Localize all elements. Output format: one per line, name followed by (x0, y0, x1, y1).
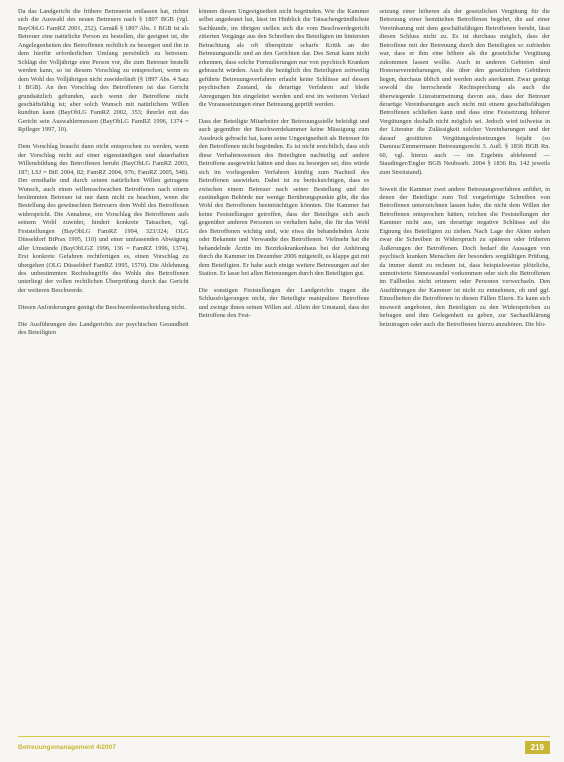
text-column-1 (18, 8, 189, 736)
paragraph: Die sonstigen Feststellungen der Landgerichts tragen die Schlussfolgerungen nicht, der Beteiligte manipuliere Betroffene und zwinge ihnen seinen Willen auf. Allein der Umstand, dass der Betroffene den Fest- (198, 286, 370, 320)
document-page (18, 8, 550, 736)
text-column-3 (379, 8, 550, 736)
page-number: 219 (525, 741, 550, 754)
paragraph: Dem Vorschlag braucht dann nicht entsprochen zu werden, wenn der Vorschlag nicht auf einer eigenständigen und dauerhaften Willensbildung des Betroffenen beruht (BayObLG FamRZ 2003, 187; LSJ = BtE 2004, 82; FamRZ 2004, 976; FamRZ 2005, 548). Der ernsthafte und durch seinen natürlichen Willen getragene Wunsch, auch einen willensschwachen Betroffenen nach einem bestimmten Betreuer ist nur dann nicht zu beachten, wenn die Bestellung des gewünschten Betreuers dem Wohl des Betroffenen widerspricht. Die Annahme, ein Vorschlag des Betroffenen aufs seinem Wohl zuwider, hindert konkrete Tatsachen, vgl. Feststellungen (BayObLG FamRZ 1994, 323/324; OLG Düsseldorf BtPrax 1995, 110) und einer umfassenden Abwägung aller Umstände (BayObLGZ 1996, 136 = FamRZ 1996, 1374). Erst konkrete Gefahren rechtfertigen es, einen Vorschlag zu übergehen (OLG Düsseldorf FamRZ 1995, 1570). Die Ablehnung des unbestimmten Rechtsbegriffs des Wohls des Betroffenen unterliegt der vollen rechtlichen Überprüfung durch das Gericht der weiteren Beschwerde. (18, 143, 189, 294)
page-footer (18, 736, 550, 757)
paragraph: Da das Landgericht die frühere Betreuerin entlassen hat, richtet sich die Auswahl des neuen Betreuers nach § 1897 BGB (vgl. BayObLG FamRZ 2001, 252). Gemäß § 1897 Abs. 1 BGB ist als Betreuer eine natürliche Person zu bestellen, die geeignet ist, die Angelegenheiten des Betroffenen rechtlich zu besorgen und ihn in dem hierfür erforderlichen Umfang persönlich zu betreuen. Schlägt der Volljährige eine Person vor, die zum Betreuer bestellt werden kann, so ist diesem Vorschlag zu entsprechen, wenn es dem Wohl des Volljährigen nicht zuwiderläuft (§ 1897 Abs. 4 Satz 1 BGB). An den Vorschlag des Betroffenen ist das Gericht grundsätzlich gebunden, auch wenn der Betroffene nicht geschäftsfähig ist; aber solch Wunsch mit natürlichem Willen kundtun kann (BayObLG FamRZ 2002, 353; ihrerlei mit das Gericht sein Auswahlermessen (BayObLG FamRZ 1996, 1374 = Rpfleger 1997, 10). (18, 8, 189, 134)
paragraph: setzung einer höheren als der gesetzlichen Vergütung für die Betreuung einer bemittelten Betroffenen begehrt, die auf einer Vereinbarung mit dem geschäftsfähigen Betroffenen beruht, lässt diesen Schluss nicht zu. Es ist durchaus möglich, dass der Betroffene mit der Betreuung durch den Beteiligten so zufrieden war, dass er ihm eine höhere als die gesetzliche Vergütung zukommen lassen wollte. Auch in anderen Gebieten sind Honorarvereinbarungen, die über den gesetzlichen Gebühren liegen, durchaus üblich und werden auch anerkannt. Zwar genügt sowohl die herrschende Rechtsprechung als auch die überwiegende Literaturmeinung davon aus, dass der Betreuer derartige Vereinbarungen auch nicht mit einem geschäftsfähigen Betroffenen schließen kann und dass eine Festsetzung höherer Vergütungen deshalb nicht möglich sei. Jedoch wird teilweise in der Literatur die Zulässigkeit solcher Vereinbarungen und der darauf gestützten Vergütungsfestsetzungen bejaht (so Damrau/Zimmermann Betreuungsrecht 3. Aufl. § 1836 BGB Rn. 60, vgl. hierzu auch — im Ergebnis ablehnend — Staudinger/Engler BGB Neubearb. 2004 § 1836 Rn. 142 jeweils zum Streitstand). (379, 8, 551, 176)
journal-name: Betreuungsmanagement 4/2007 (18, 743, 116, 751)
paragraph: Diesen Anforderungen genügt die Beschwerdeentscheidung nicht. (18, 303, 186, 311)
paragraph: Die Ausführungen des Landgerichts zur psychischen Gesundheit des Beteiligten (18, 320, 189, 337)
text-column-2 (199, 8, 370, 736)
paragraph: Dass der Beteiligte Mitarbeiter der Betreuungsstelle beleidigt und auch gegenüber der Beschwerdekammer keine Mässigung zum Ausdruck gebracht hat, kann seine Ungeeignetheit als Betreuer für den Betroffenen nicht begründen. Es ist nicht ersichtlich, dass sich diese Verhaltensweisen des Beteiligten nachteilig auf andere Betroffene ausgewirkt hätten und dass zu besorgen sei, dies würde sich im vorliegenden Verfahren künftig zum Nachteil des Betroffenen auswirken. Dabei ist zu berücksichtigen, dass es zwischen einem Betreuer nach seiner Bestellung und der zuständigen Behörde nur wenige Berührungspunkte gibt, die das Wohl des Betroffenen beeinträchtigen könnten. Die Kammer hat keine Feststellungen getroffen, dass der Beteiligte sich auch gegenüber anderen Personen so verhalten habe, die für das Wohl des Betroffenen wichtig sind, wie etwa die behandelnden Ärzte oder Bekannte und Verwandte des Betroffenen. Vielmehr hat die behandelnde Ärztin im Bezirkskrankenhaus bei der Anhörung durch die Kammer im Dezember 2006 mitgeteilt, es klappe gut mit dem Beteiligten. Er habe auch einige weitere Betreuungen auf der Station. Er lasse bei allen Betreuungen durch den Beteiligten gut. (198, 117, 370, 278)
paragraph: können diesen Ungeeignetheit nicht begründen. Wie die Kammer selbst angedeutet hat, lässt im Hinblick die Tatsachengründlichste Sachkunde, im übrigen stellen sich die vom Beschwerdegericht zitierten Vorgänge aus den Schreiben des Beteiligten im hintersten Betrachtung als oft überspitzte scharfe Kritik an der Betreuungsstelle und an den Gerichten dar. Des Senat kann nicht erkennen, dass solche Formulierungen nur von psychisch Kranken gebraucht würden. Auch die bezüglich des Beteiligten zeitweilig geführte Betreuungsverfahren erlaubt keine Schlüsse auf dessen psychischen Zustand, da derartige Verfahren auf bloße Anregungen hin eingeleitet werden und erst im weiteren Verlauf die Voraussetzungen einer Betreuung geprüft werden. (198, 8, 370, 108)
paragraph: Soweit die Kammer zwei andere Betreuungsverfahren anführt, in denen der Beteiligte zum Teil vorgefertigte Schreiben von Betroffenen unterzeichnen lassen habe, die nicht dem Willen der Betroffenen entsprochen hätten, reichen die Feststellungen der Kammer nicht aus, um derartige negative Schlüsse auf die Eignung des Beteiligten zu ziehen. Nach Lage der Akten stehen zwar die Schreiben in Widerspruch zu späteren oder früheren Äußerungen der Betroffenen. Doch bedarf die Aussagen von psychisch kranken Menschen der besonders sorgfältigen Prüfung, da immer damit zu rechnen ist, dass beispielsweise plötzliche, unmotivierte Sinneswandel vorkommen oder sich die Betroffenen im Fallbeiles nicht erinnern oder Personen verwechseln. Den Ausführungen der Kammer ist nicht zu entnehmen, ob und ggf. Einzelheiten die Betroffenen in diesen Fällen Eltern. Es kann sich insoweit angeboten, den Beteiligten zu den Widersprüchen zu befragen und ihm Gelegenheit zu geben, zur Sachaufklärung beizutragen oder auch die Betroffenen hierzu anzuhören. Die blo- (379, 185, 551, 328)
